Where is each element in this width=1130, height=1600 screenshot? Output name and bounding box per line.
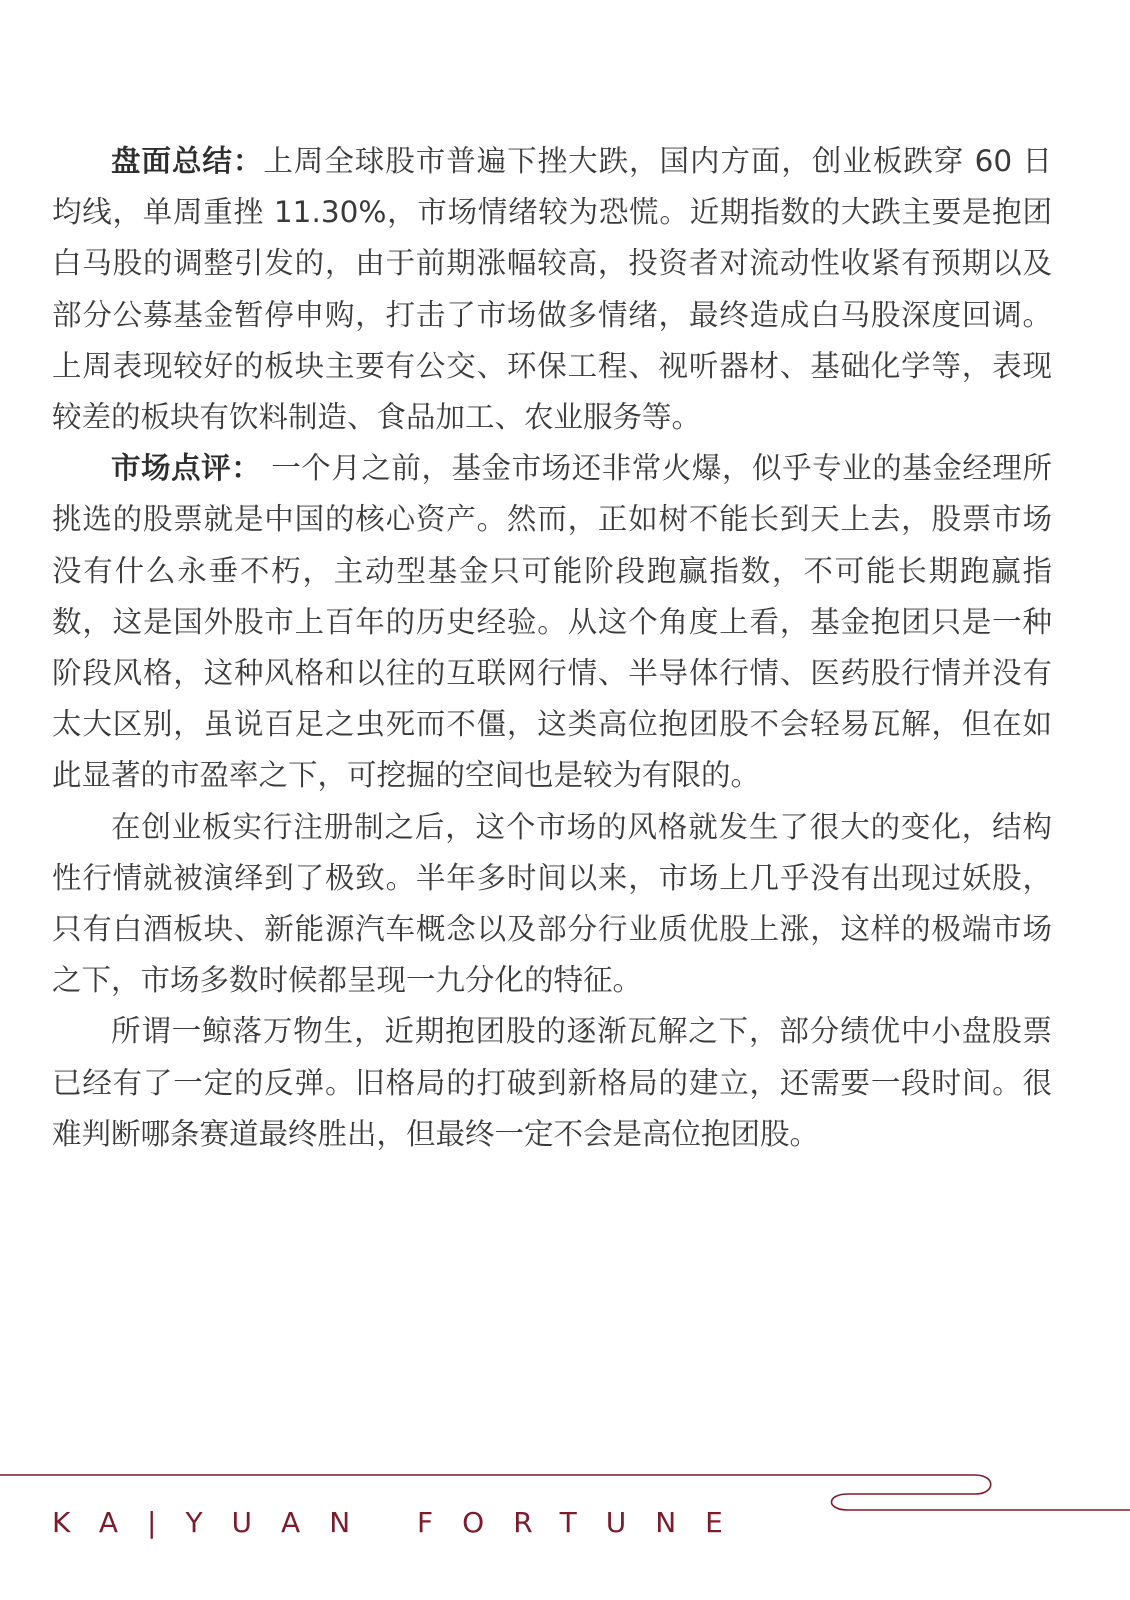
lead-commentary: 市场点评： [111,451,262,486]
lead-summary: 盘面总结： [111,144,264,178]
text-commentary: 一个月之前，基金市场还非常火爆，似乎专业的基金经理所挑选的股票就是中国的核心资产。然而，正如树不能长到天上去，股票市场没有什么永垂不朽，主动型基金只可能阶段跑赢指数，不可能长期跑赢指数，这是国外股市上百年的历史经验。从这个角度上看，基金抱团只是一种阶段风格，这种风格和以往的互联网行情、半导体行情、医药股行情并没有太大区别，虽说百足之虫死而不僵，这类高位抱团股不会轻易瓦解，但在如此显著的市盈率之下，可挖掘的空间也是较为有限的。 [52,451,1052,793]
paragraph-summary [52,136,1052,443]
text-outlook: 所谓一鲸落万物生，近期抱团股的逐渐瓦解之下，部分绩优中小盘股票已经有了一定的反弹。旧格局的打破到新格局的建立，还需要一段时间。很难判断哪条赛道最终胜出，但最终一定不会是高位抱团股。 [52,1014,1052,1151]
paragraph-structure [52,802,1052,1007]
text-summary: 上周全球股市普遍下挫大跌，国内方面，创业板跌穿 60 日均线，单周重挫 11.30%，市场情绪较为恐慌。近期指数的大跌主要是抱团白马股的调整引发的，由于前期涨幅较高，投资者对流动性收紧有预期以及部分公募基金暂停申购，打击了市场做多情绪，最终造成白马股深度回调。上周表现较好的板块主要有公交、环保工程、视听器材、基础化学等，表现较差的板块有饮料制造、食品加工、农业服务等。 [52,144,1052,435]
text-structure: 在创业板实行注册制之后，这个市场的风格就发生了很大的变化，结构性行情就被演绎到了极致。半年多时间以来，市场上几乎没有出现过妖股，只有白酒板块、新能源汽车概念以及部分行业质优股上涨，这样的极端市场之下，市场多数时候都呈现一九分化的特征。 [52,809,1052,998]
article-body [52,136,1052,1160]
paragraph-commentary [52,443,1052,801]
paragraph-outlook [52,1006,1052,1160]
brand-wordmark: KA|YUAN FORTUNE [52,1506,752,1539]
